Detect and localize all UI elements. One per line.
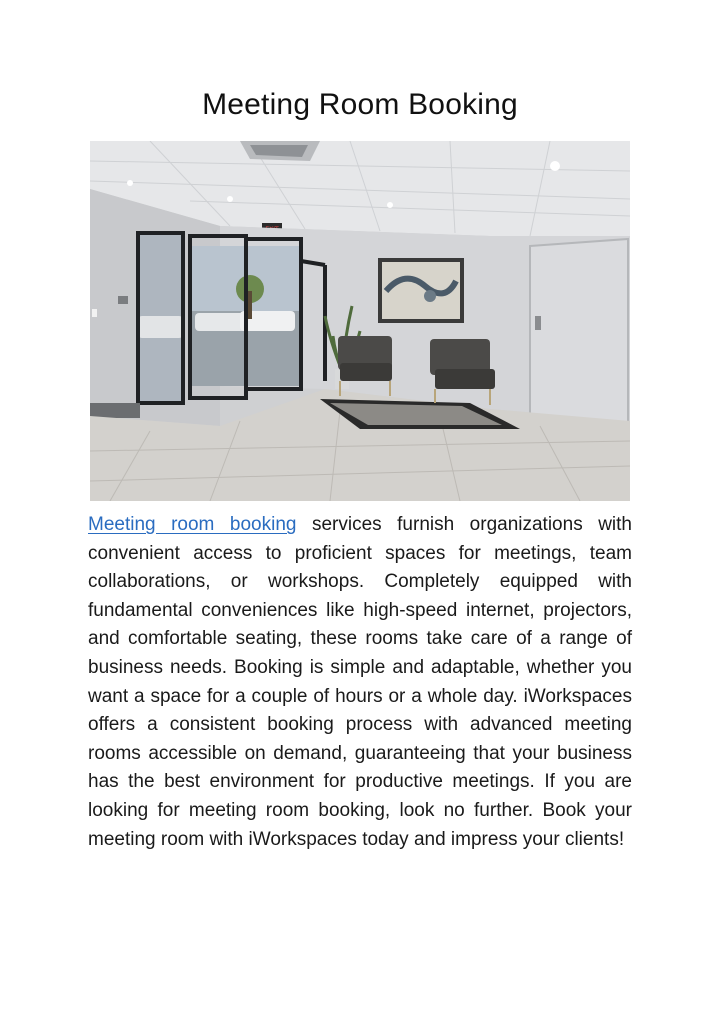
description-text: services furnish organizations with convenient access to proficient spaces for meetings, team collaborations, or workshops. Completely equipped with fundamental conveniences like high-speed internet, projectors, and comfortable seating, these rooms take care of a range of business needs. Booking is simple and adaptable, whether you want a space for a couple of hours or a whole day. iWorkspaces offers a consistent booking process with advanced meeting rooms accessible on demand, guaranteeing that your business has the best environment for productive meetings. If you are looking for meeting room booking, look no further. Book your meeting room with iWorkspaces today and impress your clients! [88,514,632,850]
meeting-room-booking-link[interactable]: Meeting room booking [88,514,297,535]
description-paragraph [88,511,632,854]
page-title: Meeting Room Booking [202,88,518,121]
meeting-room-photo [90,141,630,501]
meeting-room-illustration [90,141,630,501]
